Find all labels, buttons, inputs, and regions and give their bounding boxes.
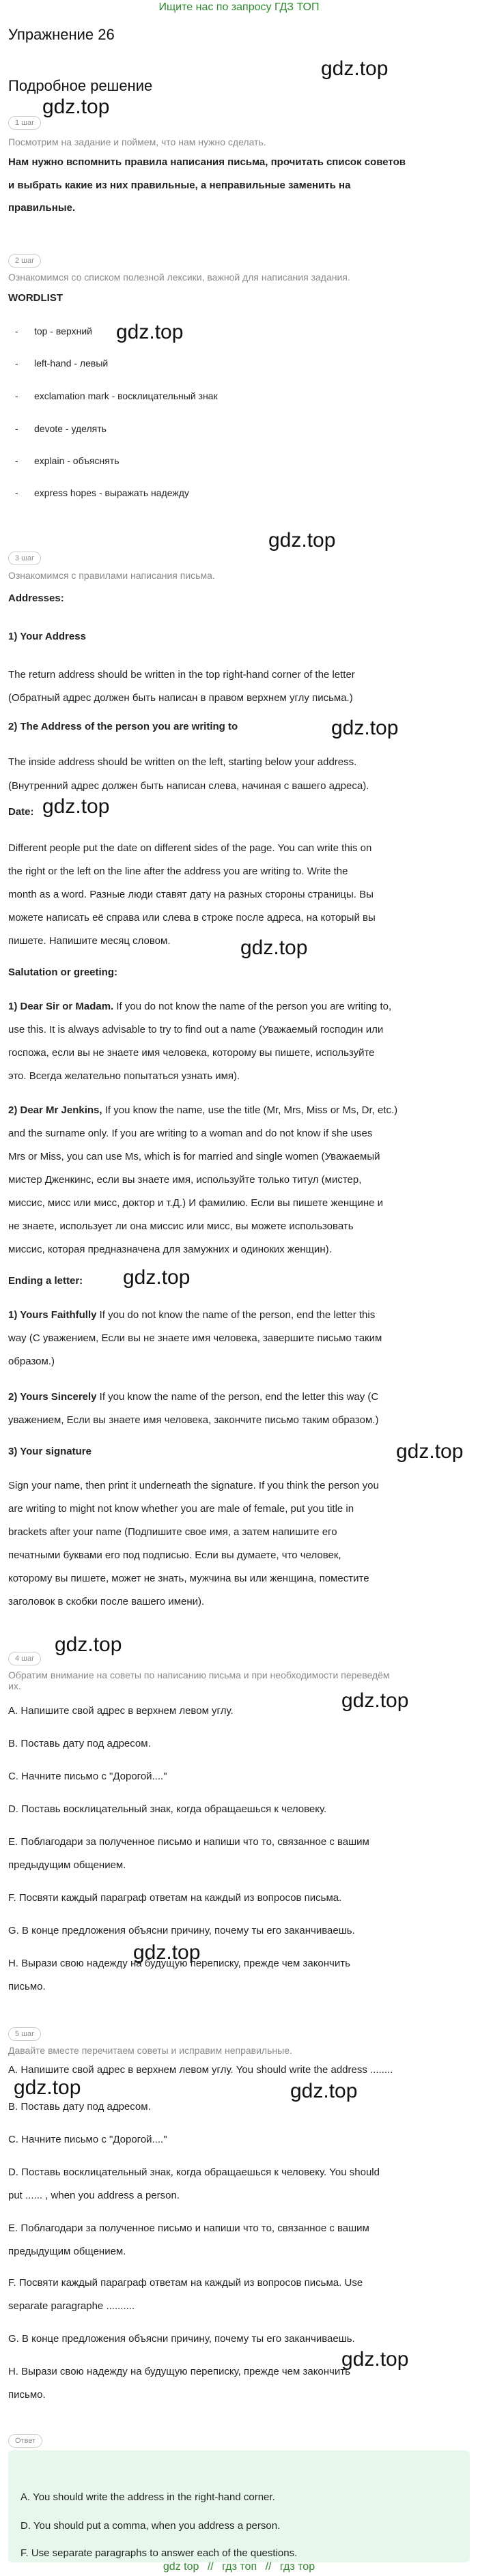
watermark: gdz.top [341, 1689, 409, 1712]
watermark: gdz.top [123, 1266, 191, 1289]
tip-item: письмо. [8, 2389, 46, 2401]
tip-item: A. Напишите свой адрес в верхнем левом углу. You should write the address ........ [8, 2064, 393, 2076]
section-label: Ending a letter: [8, 1275, 83, 1287]
tip-item: D. Поставь восклицательный знак, когда обращаешься к человеку. [8, 1803, 327, 1815]
tip-item: H. Вырази свою надежду на будущую переписку, прежде чем закончить [8, 2366, 350, 2377]
step-badge: 3 шаг [8, 552, 41, 565]
step-hint: Посмотрим на задание и поймем, что нам нужно сделать. [8, 137, 266, 147]
tip-item: G. В конце предложения объясни причину, почему ты его заканчиваешь. [8, 1925, 355, 1936]
footer-separator: // [265, 2561, 272, 2573]
watermark: gdz.top [116, 321, 184, 343]
rule-text: миссис, мисс или мисс, доктор и т.Д.) И фамилию. Если вы пишете женщине и [8, 1197, 383, 1209]
tip-item: B. Поставь дату под адресом. [8, 1738, 151, 1749]
rule-text: заголовок в скобки после вашего имени). [8, 1596, 205, 1607]
watermark: gdz.top [290, 2080, 358, 2102]
step-hint: Обратим внимание на советы по написанию письма и при необходимости переведём [8, 1670, 390, 1680]
solution-title: Подробное решение [8, 77, 153, 94]
rule-text: не знаете, использует ли она миссис или мисс, вы можете использовать [8, 1220, 354, 1232]
section-label: Date: [8, 806, 34, 818]
list-item: - explain - объяснять [15, 455, 120, 466]
rule-text: Sign your name, then print it underneath the signature. If you think the person you [8, 1480, 379, 1491]
tip-item: E. Поблагодари за полученное письмо и напиши что то, связанное с вашим [8, 1836, 369, 1848]
watermark: gdz.top [14, 2076, 81, 2099]
answer-item: F. Use separate paragraphs to answer each of the questions. [20, 2547, 298, 2559]
rule-text: the right or the left on the line after the address you are writing to. Write the [8, 865, 348, 877]
tip-item: H. Вырази свою надежду на будущую переписку, прежде чем закончить [8, 1958, 350, 1969]
tip-item: предыдущим общением. [8, 1859, 126, 1871]
step-hint: Ознакомимся со списком полезной лексики, важной для написания задания. [8, 272, 350, 283]
footer-link[interactable]: гдз топ [222, 2561, 257, 2573]
step-hint: Давайте вместе перечитаем советы и исправим неправильные. [8, 2045, 292, 2056]
tip-item: D. Поставь восклицательный знак, когда обращаешься к человеку. You should [8, 2166, 380, 2178]
watermark: gdz.top [240, 936, 308, 959]
rule-text: are writing to might not know whether you are male of female, put you title in [8, 1503, 354, 1515]
rule-text: Mrs or Miss, you can use Ms, which is for married and single women (Уважаемый [8, 1151, 380, 1162]
footer-link[interactable]: гдз тор [279, 2561, 315, 2573]
list-item: - express hopes - выражать надежду [15, 487, 189, 498]
answer-item: D. You should put a comma, when you address a person. [20, 2520, 281, 2532]
rule-text: way (С уважением, Если вы не знаете имя человека, завершите письмо таким [8, 1332, 382, 1344]
tip-item: C. Начните письмо с "Дорогой...." [8, 1771, 167, 1782]
step1-text: и выбрать какие из них правильные, а неправильные заменить на [8, 180, 351, 191]
watermark: gdz.top [55, 1633, 122, 1656]
footer-links [0, 2561, 478, 2573]
footer-separator: // [207, 2561, 214, 2573]
rule-text: use this. It is always advisable to try to find out a name (Уважаемый господин или [8, 1024, 384, 1035]
step-hint: их. [8, 1680, 21, 1691]
watermark: gdz.top [42, 795, 110, 818]
step-hint: Ознакомимся с правилами написания письма. [8, 570, 215, 581]
rule-text: миссис, которая предназначена для замужних и одиноких женщин). [8, 1244, 332, 1255]
section-label: Addresses: [8, 592, 64, 604]
step-badge: 4 шаг [8, 1652, 41, 1665]
answer-item: A. You should write the address in the right-hand corner. [20, 2491, 275, 2503]
section-label: 2) The Address of the person you are writing to [8, 721, 238, 732]
watermark: gdz.top [133, 1941, 201, 1964]
tip-item: G. В конце предложения объясни причину, почему ты его заканчиваешь. [8, 2333, 355, 2345]
tip-item: E. Поблагодари за полученное письмо и напиши что то, связанное с вашим [8, 2222, 369, 2234]
tip-item: put ...... , when you address a person. [8, 2190, 180, 2201]
footer-link[interactable]: gdz top [163, 2561, 199, 2573]
section-label: 1) Your Address [8, 631, 86, 642]
watermark: gdz.top [268, 529, 336, 552]
rule-text: The return address should be written in the top right-hand corner of the letter [8, 669, 355, 681]
watermark: gdz.top [341, 2348, 409, 2371]
step-badge: 1 шаг [8, 116, 41, 130]
rule-text: печатными буквами его под подписью. Если вы думаете, что человек, [8, 1549, 341, 1561]
section-label: Salutation or greeting: [8, 967, 118, 978]
rule-text: пишете. Напишите месяц словом. [8, 935, 171, 947]
rule-text: 1) Yours Faithfully If you do not know the name of the person, end the letter this [8, 1309, 376, 1321]
tip-item: предыдущим общением. [8, 2246, 126, 2257]
rule-text: 2) Dear Mr Jenkins, If you know the name, use the title (Mr, Mrs, Miss or Ms, Dr, etc.) [8, 1104, 398, 1116]
rule-text: (Обратный адрес должен быть написан в правом верхнем углу письма.) [8, 692, 353, 704]
tip-item: C. Начните письмо с "Дорогой...." [8, 2134, 167, 2145]
watermark: gdz.top [396, 1440, 464, 1463]
answer-badge: Ответ [8, 2434, 42, 2448]
rule-text: мистер Дженкинс, если вы знаете имя, используйте только титул (мистер, [8, 1174, 362, 1186]
tip-item: письмо. [8, 1981, 46, 1992]
tip-item: F. Посвяти каждый параграф ответам на каждый из вопросов письма. [8, 1892, 342, 1904]
list-item: - left-hand - левый [15, 358, 109, 369]
step1-text: правильные. [8, 202, 76, 214]
rule-text: уважением, Если вы знаете имя человека, закончите письмо таким образом.) [8, 1414, 379, 1426]
rule-text: 1) Dear Sir or Madam. If you do not know the name of the person you are writing to, [8, 1001, 392, 1012]
rule-text: brackets after your name (Подпишите свое имя, а затем напишите его [8, 1526, 337, 1538]
watermark: gdz.top [42, 96, 110, 118]
rule-text: госпожа, если вы не знаете имя человека, которому вы пишете, используйте [8, 1047, 375, 1059]
tip-item: A. Напишите свой адрес в верхнем левом углу. [8, 1705, 234, 1717]
exercise-title: Упражнение 26 [8, 26, 115, 43]
tip-item: B. Поставь дату под адресом. [8, 2101, 151, 2113]
step-badge: 5 шаг [8, 2027, 41, 2041]
tip-item: F. Посвяти каждый параграф ответам на каждый из вопросов письма. Use [8, 2277, 363, 2289]
list-item: - exclamation mark - восклицательный знак [15, 390, 218, 401]
rule-text: которому вы пишете, может не знать, мужчина вы или женщина, поместите [8, 1573, 369, 1584]
watermark: gdz.top [321, 57, 389, 80]
wordlist-title: WORDLIST [8, 292, 63, 304]
list-item: - devote - уделять [15, 423, 107, 434]
rule-text: (Внутренний адрес должен быть написан слева, начиная с вашего адреса). [8, 780, 369, 792]
top-search-link[interactable]: Ищите нас по запросу ГДЗ ТОП [158, 1, 320, 13]
rule-text: 2) Yours Sincerely If you know the name of the person, end the letter this way (С [8, 1391, 379, 1403]
rule-text: The inside address should be written on the left, starting below your address. [8, 756, 357, 768]
rule-text: and the surname only. If you are writing to a woman and do not know if she uses [8, 1128, 373, 1139]
step-badge: 2 шаг [8, 254, 41, 268]
tip-item: separate paragraphe .......... [8, 2300, 135, 2312]
rule-text: month as a word. Разные люди ставят дату на разных стороны страницы. Вы [8, 889, 374, 900]
rule-text: это. Всегда желательно попытаться узнать имя). [8, 1070, 240, 1082]
watermark: gdz.top [331, 717, 399, 739]
list-item: - top - верхний [15, 326, 92, 337]
step1-text: Нам нужно вспомнить правила написания письма, прочитать список советов [8, 156, 406, 168]
rule-text: можете написать её справа или слева в строке после адреса, на который вы [8, 912, 376, 924]
rule-text: образом.) [8, 1356, 55, 1367]
section-label: 3) Your signature [8, 1446, 92, 1457]
rule-text: Different people put the date on different sides of the page. You can write this on [8, 842, 372, 854]
